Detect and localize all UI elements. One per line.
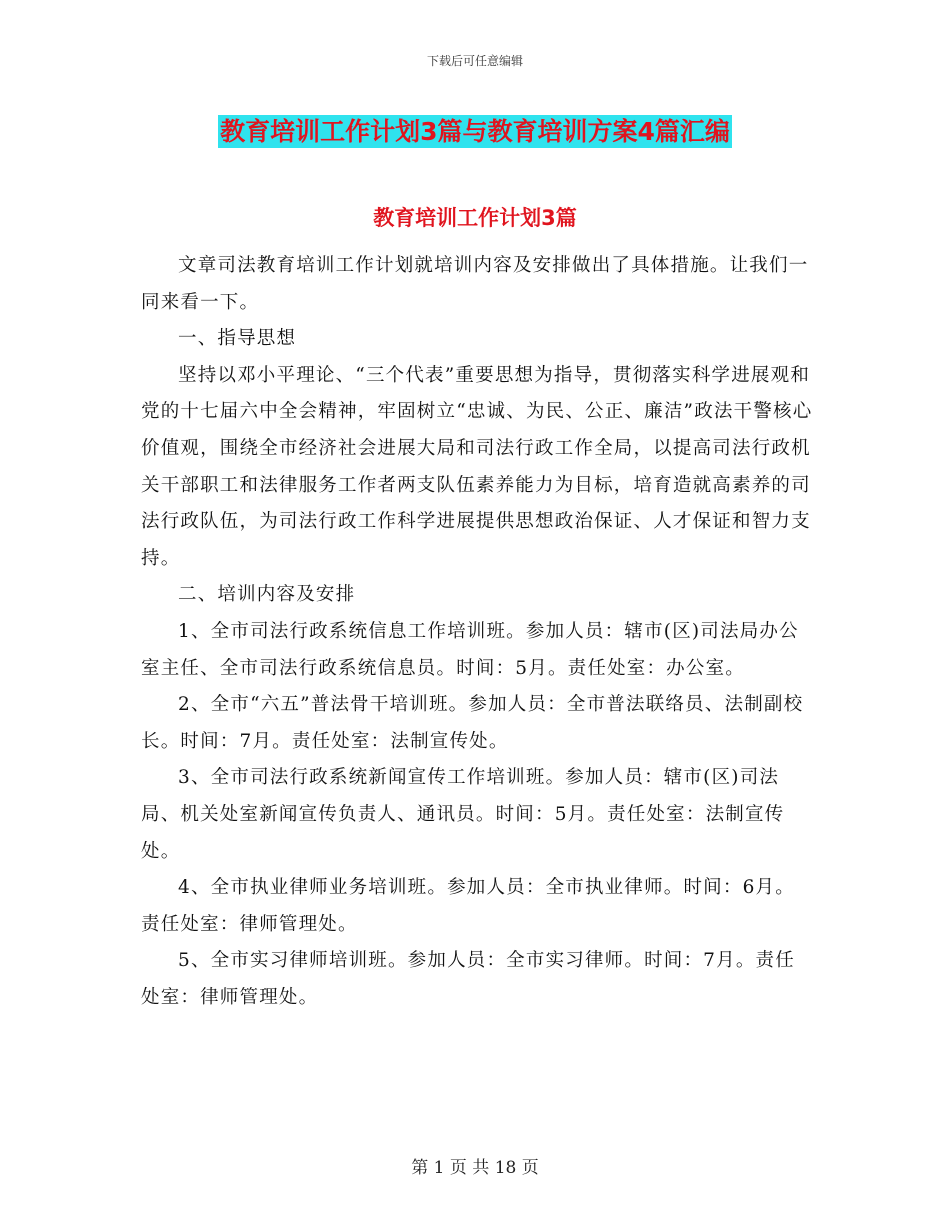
list-item: 5、全市实习律师培训班。参加人员：全市实习律师。时间：7月。责任处室：律师管理处。 (141, 950, 795, 1008)
section-title: 教育培训工作计划3篇 (373, 206, 577, 230)
document-title-text: 教育培训工作计划3篇与教育培训方案4篇汇编 (220, 117, 730, 146)
header-note: 下载后可任意编辑 (426, 54, 523, 68)
paragraph-heading: 二、培训内容及安排 (178, 584, 356, 606)
list-item: 3、全市司法行政系统新闻宣传工作培训班。参加人员：辖市(区)司法局、机关处室新闻宣传负责人、通讯员。时间：5月。责任处室：法制宣传处。 (141, 767, 785, 862)
list-item: 1、全市司法行政系统信息工作培训班。参加人员：辖市(区)司法局办公室主任、全市司法行政系统信息员。时间：5月。责任处室：办公室。 (141, 620, 799, 679)
paragraph-heading: 一、指导思想 (178, 328, 297, 350)
document-body (141, 248, 813, 1016)
paragraph: 坚持以邓小平理论、“三个代表”重要思想为指导，贯彻落实科学进展观和党的十七届六中全会精神，牢固树立“忠诚、为民、公正、廉洁”政法干警核心价值观，围绕全市经济社会进展大局和司法行政工作全局，以提高司法行政机关干部职工和法律服务工作者两支队伍素养能力为目标，培育造就高素养的司法行政队伍，为司法行政工作科学进展提供思想政治保证、人才保证和智力支持。 (141, 364, 813, 569)
list-item: 2、全市“六五”普法骨干培训班。参加人员：全市普法联络员、法制副校长。时间：7月。责任处室：法制宣传处。 (141, 694, 804, 752)
document-title (0, 112, 950, 148)
page-number: 第 1 页 共 18 页 (411, 1158, 539, 1178)
list-item: 4、全市执业律师业务培训班。参加人员：全市执业律师。时间：6月。责任处室：律师管理处。 (141, 877, 795, 935)
paragraph: 文章司法教育培训工作计划就培训内容及安排做出了具体措施。让我们一同来看一下。 (141, 255, 809, 313)
